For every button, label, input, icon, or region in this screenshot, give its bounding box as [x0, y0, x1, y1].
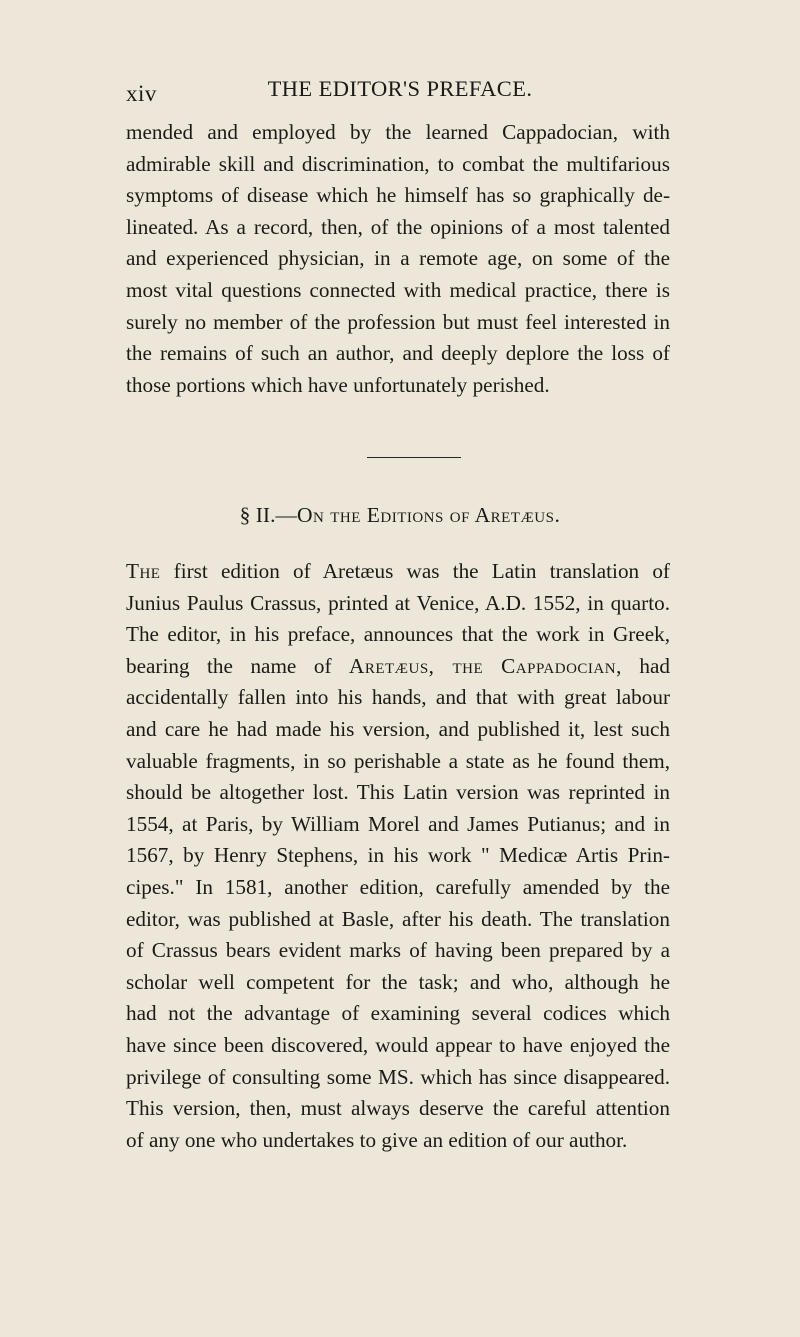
paragraph-1	[126, 117, 670, 401]
text-line: those portions which have unfortunately perished.	[126, 372, 550, 397]
text-line: and experienced physician, in a remote age, on some of the	[126, 246, 670, 271]
text-line: had not the advantage of examining several codices which	[126, 1001, 670, 1026]
line-text: bearing the name of	[126, 653, 350, 678]
text-line	[126, 651, 670, 683]
line-text: had	[621, 653, 670, 678]
text-line: The editor, in his preface, announces that the work in Greek,	[126, 622, 670, 647]
text-line: most vital questions connected with medical practice, there is	[126, 277, 670, 302]
section-heading	[0, 505, 800, 527]
text-line: Junius Paulus Crassus, printed at Venice, A.D. 1552, in quarto.	[126, 590, 670, 615]
text-line: editor, was published at Basle, after his death. The translation	[126, 906, 670, 931]
text-line: 1554, at Paris, by William Morel and James Putianus; and in	[126, 811, 670, 836]
page-number: xiv	[126, 81, 157, 106]
text-line: accidentally fallen into his hands, and that with great labour	[126, 685, 670, 710]
text-line: of Crassus bears evident marks of having been prepared by a	[126, 938, 670, 963]
text-line: This version, then, must always deserve the careful attention	[126, 1096, 670, 1121]
paragraph-2	[126, 556, 670, 1156]
author-name: Aretæus, the Cappadocian,	[349, 653, 622, 678]
section-number: § II.—	[239, 503, 297, 527]
text-line: mended and employed by the learned Cappadocian, with	[126, 120, 670, 144]
text-line: of any one who undertakes to give an edition of our author.	[126, 1127, 628, 1152]
text-line: and care he had made his version, and published it, lest such	[126, 716, 670, 741]
text-line	[126, 556, 670, 588]
text-line: the remains of such an author, and deeply deplore the loss of	[126, 341, 670, 366]
text-line: symptoms of disease which he himself has so graphically de-	[126, 183, 670, 208]
text-line: privilege of consulting some MS. which has since disappeared.	[126, 1064, 670, 1089]
line-text: first edition of Aretæus was the Latin translation of	[160, 559, 670, 583]
text-line: should be altogether lost. This Latin version was reprinted in	[126, 780, 670, 805]
text-line: surely no member of the profession but must feel interested in	[126, 309, 670, 334]
text-line: cipes." In 1581, another edition, carefully amended by the	[126, 874, 670, 899]
text-line: valuable fragments, in so perishable a state as he found them,	[126, 748, 670, 773]
text-line: lineated. As a record, then, of the opinions of a most talented	[126, 214, 670, 239]
section-divider	[367, 457, 461, 458]
text-line: 1567, by Henry Stephens, in his work " Medicæ Artis Prin-	[126, 843, 670, 868]
text-line: have since been discovered, would appear to have enjoyed the	[126, 1032, 670, 1057]
section-title: On the Editions of Aretæus.	[296, 503, 561, 527]
text-line: admirable skill and discrimination, to combat the multifarious	[126, 151, 670, 176]
text-line: scholar well competent for the task; and who, although he	[126, 969, 670, 994]
running-head: THE EDITOR'S PREFACE.	[267, 76, 533, 101]
lead-word: The	[126, 559, 161, 583]
